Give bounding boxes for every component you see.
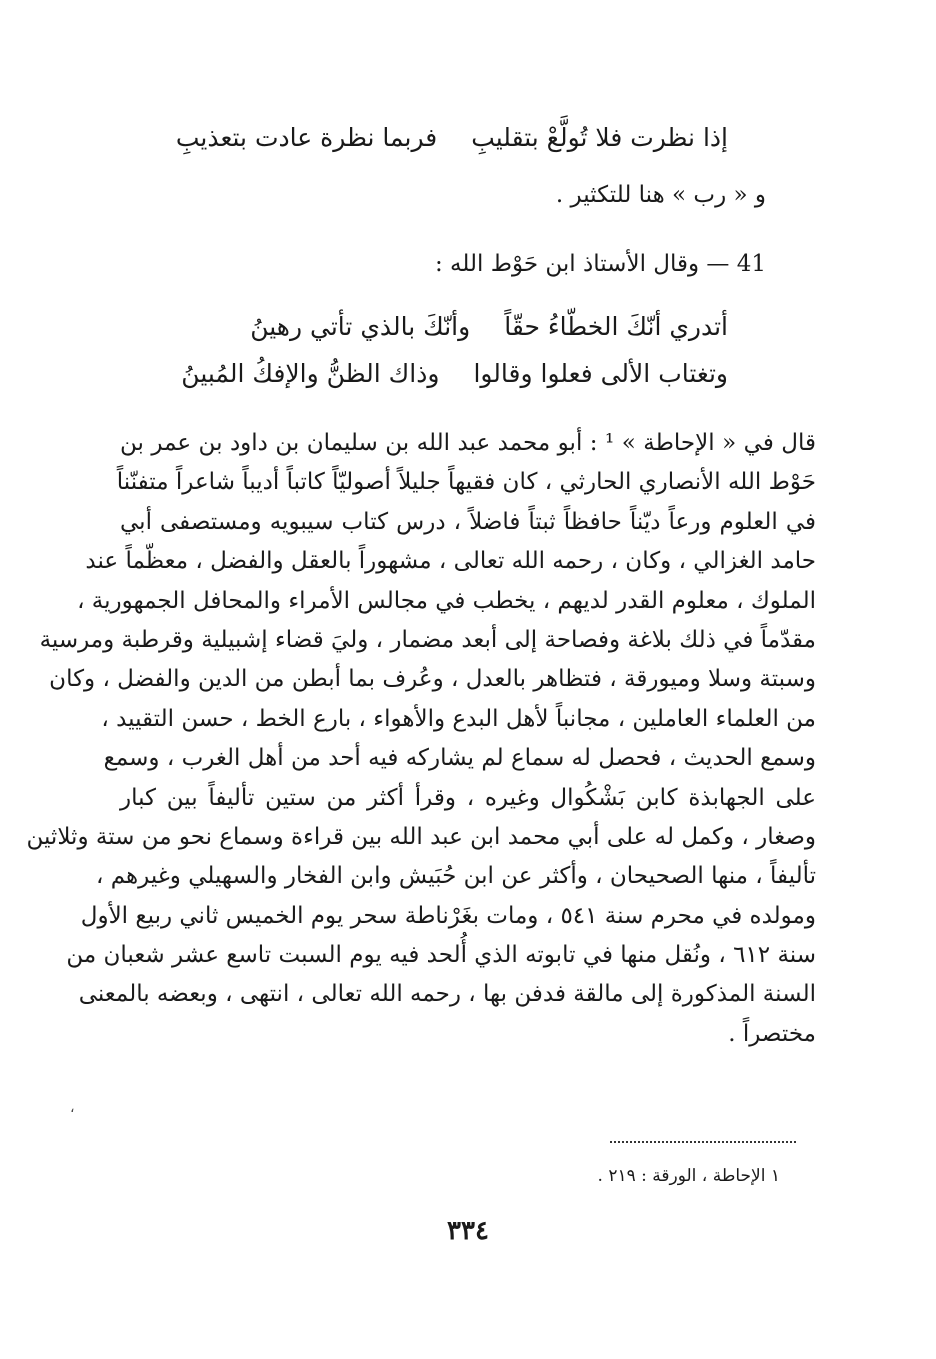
entry-header: 41 — وقال الأستاذ ابن حَوْط الله : (434, 251, 766, 277)
paragraph-line: الملوك ، معلوم القدر لديهم ، يخطب في مجالس الأمراء والمحافل الجمهورية ، (77, 587, 816, 614)
verse-line (250, 313, 728, 341)
verse-second-hemistich: فربما نظرة عادت بتعذيبِ (175, 123, 438, 152)
footnote-divider (610, 1141, 796, 1143)
paragraph-line: قال في « الإحاطة » ¹ : أبو محمد عبد الله بن سليمان بن داود بن عمر بن (120, 430, 817, 456)
paragraph-line: مقدّماً في ذلك بلاغة وفصاحة إلى أبعد مضمار ، وليَ قضاء إشبيلية وقرطبة ومرسية (39, 626, 816, 653)
paragraph-line: على الجهابذة كابن بَشْكُوال وغيره ، وقرأ أكثر من ستين تأليفاً بين كبار (120, 784, 816, 811)
paragraph-line: ومولده في محرم سنة ٥٤١ ، ومات بغَرْناطة سحر يوم الخميس ثاني ربيع الأول (80, 902, 816, 929)
paragraph-line: حَوْط الله الأنصاري الحارثي ، كان فقيهاً جليلاً أصوليّاً كاتباً أديباً شاعراً متفنّناً (116, 469, 816, 496)
verse-first-hemistich: وتغتاب الألى فعلوا وقالوا (473, 359, 728, 388)
paragraph-line: حامد الغزالي ، وكان ، رحمه الله تعالى ، مشهوراً بالعقل والفضل ، معظّماً عند (85, 548, 816, 575)
footnote: ١ الإحاطة ، الورقة : ٢١٩ . (597, 1166, 780, 1186)
verse-line (181, 360, 728, 388)
page-number: ٣٣٤ (447, 1216, 489, 1246)
paragraph-line: من العلماء العاملين ، مجانباً لأهل البدع والأهواء ، بارع الخط ، حسن التقييد ، (101, 705, 816, 732)
verse-first-hemistich: أتدري أنّكَ الخطّاءُ حقّاً (504, 312, 728, 341)
verse-second-hemistich: وأنّكَ بالذي تأتي رهينُ (250, 312, 471, 341)
paragraph-line: في العلوم ورعاً ديّناً حافظاً ثبتاً فاضلاً ، درس كتاب سيبويه ومستصفى أبي (120, 508, 816, 535)
biography-paragraph (26, 424, 817, 1054)
verse-first-hemistich: إذا نظرت فلا تُولَّعْ بتقليبِ (471, 123, 728, 152)
paragraph-line: وسمع الحديث ، فحصل له سماع لم يشاركه فيه أحد من أهل الغرب ، وسمع (103, 745, 816, 772)
verse-second-hemistich: وذاك الظنُّ والإفكُ المُبينُ (181, 359, 440, 388)
paragraph-line: تأليفاً ، منها الصحيحان ، وأكثر عن ابن حُبَيش وابن الفخار والسهيلي وغيرهم ، (95, 863, 816, 890)
paragraph-line: سنة ٦١٢ ، ونُقل منها في تابوته الذي أُلحد فيه يوم السبت تاسع عشر شعبان من (66, 942, 816, 969)
paragraph-line: وصغار ، وكمل له على أبي محمد ابن عبد الله بين قراءة وسماع نحو من ستة وثلاثين (26, 823, 816, 850)
paragraph-line: السنة المذكورة إلى مالقة فدفن بها ، رحمه الله تعالى ، انتهى ، وبعضه بالمعنى (78, 981, 816, 1008)
verse-line (176, 124, 728, 152)
paragraph-line: وسبتة وسلا وميورقة ، فتظاهر بالعدل ، وعُرف بما أبطن من الدين والفضل ، وكان (49, 666, 816, 693)
note-line: و « رب » هنا للتكثير . (555, 182, 766, 208)
paragraph-line: مختصراً . (728, 1020, 816, 1047)
margin-mark: ، (70, 1100, 75, 1116)
